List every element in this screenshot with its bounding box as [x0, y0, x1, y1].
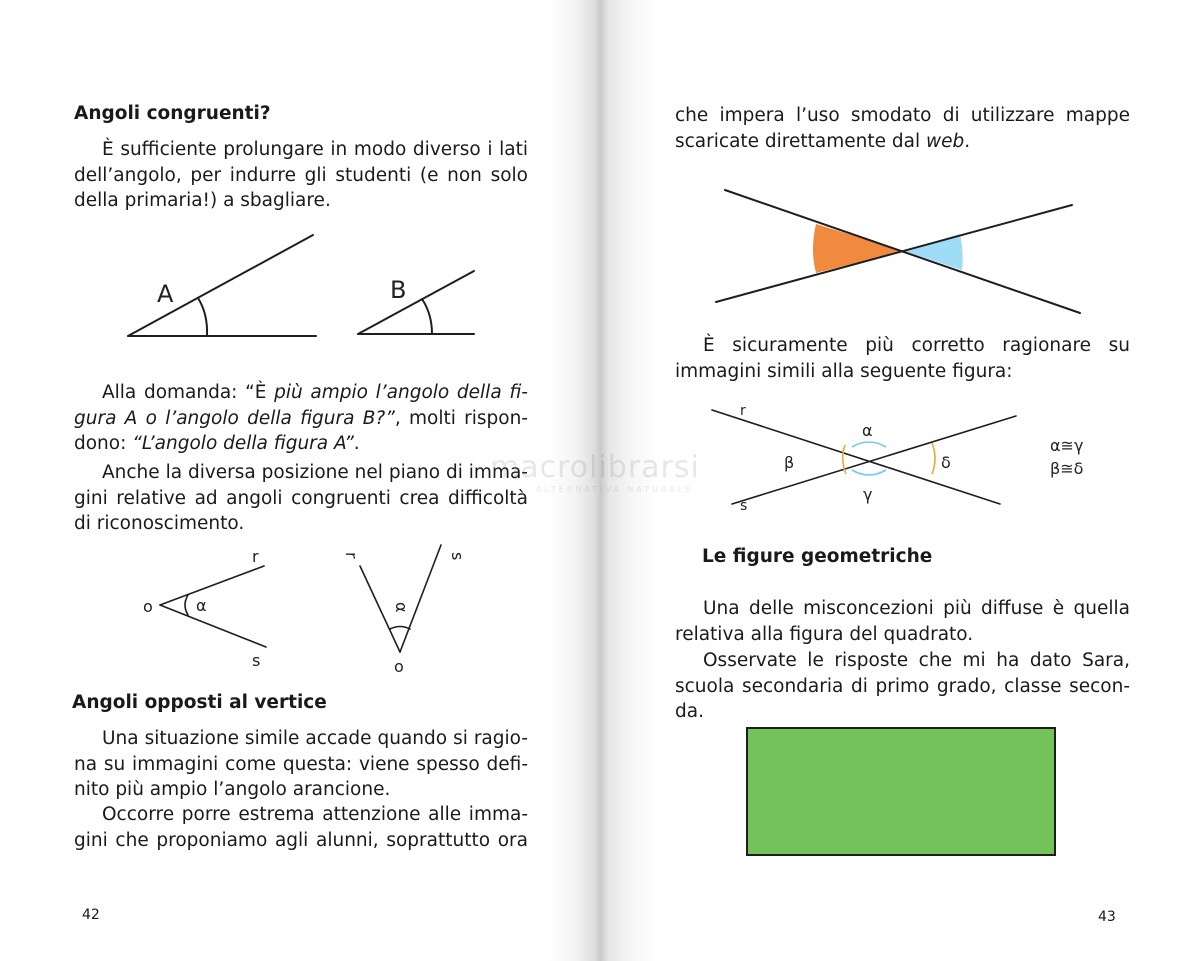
heading-angoli-congruenti: Angoli congruenti?	[74, 103, 271, 124]
heading-figure-geometriche: Le figure geometriche	[702, 546, 933, 567]
paragraph-4	[74, 726, 528, 803]
text-line: immagini simili alla seguente figura:	[675, 360, 1013, 382]
label-a: A	[157, 280, 174, 308]
text-span: scaricate direttamente dal	[675, 130, 926, 152]
text-span: .	[353, 433, 360, 454]
italic-web: web	[925, 130, 965, 152]
ray-s-horizontal	[160, 605, 266, 647]
angle-alpha-arc	[852, 442, 886, 447]
text-span: , molti rispon-	[394, 407, 528, 429]
label-ray-s: s	[252, 651, 261, 670]
label-alpha: α	[196, 596, 207, 615]
text-line: È sufficiente prolungare in modo diverso i lati	[102, 139, 528, 160]
text-line: na su immagini come questa: viene spesso defi-	[74, 753, 528, 775]
watermark	[490, 450, 700, 494]
ray-r-line	[712, 410, 1000, 504]
angle-delta-arc	[932, 443, 935, 474]
text-line: Occorre porre estrema attenzione alle imma-	[102, 804, 528, 825]
text-line: scuola secondaria di primo grado, classe secon-	[675, 675, 1130, 697]
angle-gamma-arc	[852, 470, 886, 475]
label-alpha-rotated: α	[392, 602, 411, 613]
text-line: da.	[675, 701, 704, 722]
label-beta: β	[784, 453, 795, 472]
text-line: Una situazione simile accade quando si ragio-	[102, 728, 528, 749]
label-vertex-o: o	[143, 597, 153, 616]
congruence-alpha-gamma: α≅γ	[1050, 436, 1084, 455]
watermark-logo-text: macrolibrarsi	[490, 450, 700, 485]
text-span: .	[964, 130, 971, 152]
page-number-left: 42	[82, 907, 100, 923]
text-line: gini relative ad angoli congruenti crea difficoltà	[74, 487, 528, 509]
text-line: di riconoscimento.	[74, 513, 245, 534]
congruence-beta-delta: β≅δ	[1050, 459, 1084, 478]
label-ray-r: r	[740, 403, 746, 419]
text-line: della primaria!) a sbagliare.	[74, 190, 331, 211]
page-number-right: 43	[1098, 909, 1116, 925]
label-ray-s-rotated: s	[448, 552, 467, 561]
text-line: È sicuramente più corretto ragionare su	[703, 335, 1130, 356]
italic-answer: “L’angolo della figura A”	[132, 433, 354, 454]
ray-s-vertical	[400, 545, 441, 652]
paragraph-8	[675, 648, 1130, 725]
text-line: Anche la diversa posizione nel piano di imma-	[102, 462, 528, 483]
italic-question: più ampio l’angolo della fi-	[274, 382, 528, 403]
label-ray-s: s	[740, 498, 748, 514]
text-line: Una delle misconcezioni più diffuse è quella	[703, 598, 1130, 619]
label-b: B	[390, 276, 407, 304]
label-gamma: γ	[863, 485, 873, 504]
label-ray-r-rotated: r	[342, 552, 361, 559]
heading-angoli-opposti: Angoli opposti al vertice	[72, 692, 327, 713]
text-line: gini che proponiamo agli alunni, soprattutto ora	[74, 829, 528, 851]
text-line: che impera l’uso smodato di utilizzare mappe	[675, 105, 1130, 126]
paragraph-5	[74, 802, 528, 853]
text-span: dono:	[74, 433, 133, 454]
text-line: dell’angolo, per indurre gli studenti (e non solo	[74, 164, 528, 186]
text-line: nito più ampio l’angolo arancione.	[74, 779, 391, 800]
angle-alpha-arc-vertical	[390, 627, 410, 630]
label-delta: δ	[941, 453, 951, 472]
ray-r-horizontal	[160, 566, 264, 605]
green-rectangle	[746, 727, 1056, 856]
italic-question: gura A o l’angolo della figura B?”	[74, 407, 395, 429]
ray-s-line	[732, 416, 1016, 504]
watermark-tagline: ALTERNATIVA NATURALE	[536, 485, 694, 494]
label-alpha: α	[862, 421, 873, 440]
text-line: Osservate le risposte che mi ha dato Sara,	[703, 650, 1130, 671]
angle-alpha-arc	[185, 595, 188, 615]
label-ray-r: r	[252, 547, 259, 566]
paragraph-7	[675, 596, 1130, 647]
page-43	[620, 0, 1200, 961]
label-vertex-o-rotated: o	[394, 657, 404, 676]
page-42	[0, 0, 560, 961]
text-span: Alla domanda: “È	[102, 382, 275, 403]
text-line: relativa alla figura del quadrato.	[675, 623, 974, 645]
